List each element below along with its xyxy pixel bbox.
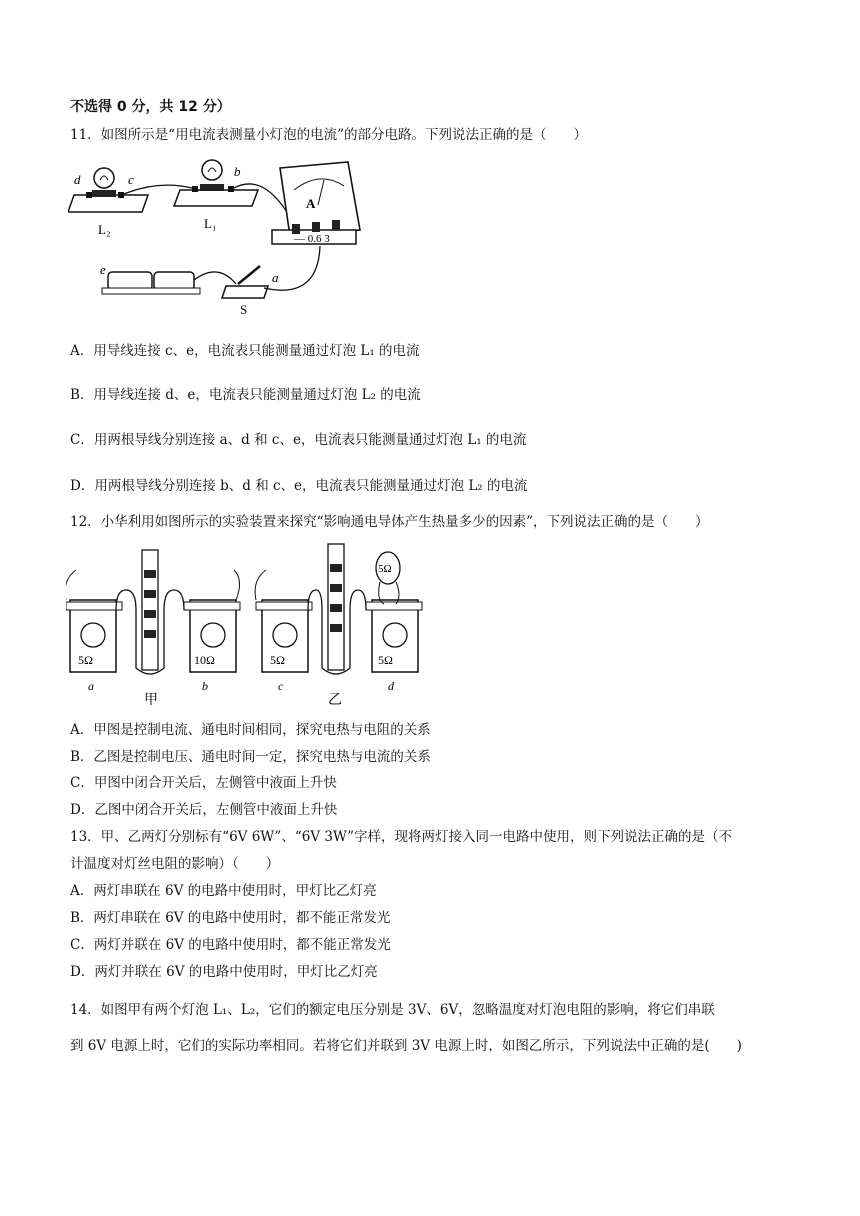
question-14-stem-line1: 14．如图甲有两个灯泡 L₁、L₂，它们的额定电压分别是 3V、6V，忽略温度对灯泡电阻的影响，将它们串联 — [70, 1002, 715, 1018]
q11-option-b: B．用导线连接 d、e，电流表只能测量通过灯泡 L₂ 的电流 — [70, 387, 421, 403]
q11-label-b: b — [234, 164, 241, 179]
q12-apparatus-figure — [66, 540, 426, 710]
q12-label-c: c — [278, 679, 284, 693]
q11-option-a: A．用导线连接 c、e，电流表只能测量通过灯泡 L₁ 的电流 — [70, 343, 420, 359]
q12-option-b: B．乙图是控制电压、通电时间一定，探究电热与电流的关系 — [70, 749, 431, 765]
section-header: 不选得 0 分，共 12 分） — [70, 99, 231, 115]
q11-circuit-figure — [68, 150, 368, 320]
q11-label-a: a — [272, 270, 279, 285]
q12-resistor-top: 5Ω — [378, 563, 392, 575]
q13-option-d: D．两灯并联在 6V 的电路中使用时，甲灯比乙灯亮 — [70, 964, 378, 980]
q13-option-c: C．两灯并联在 6V 的电路中使用时，都不能正常发光 — [70, 937, 391, 953]
q12-resistor-a: 5Ω — [78, 653, 93, 667]
q12-resistor-c: 5Ω — [270, 653, 285, 667]
q11-label-L2: L₂ — [98, 222, 111, 237]
q12-option-c: C．甲图中闭合开关后，左侧管中液面上升快 — [70, 775, 337, 791]
question-13-stem-line2: 计温度对灯丝电阻的影响）（ ） — [70, 856, 280, 872]
q11-label-S: S — [240, 302, 248, 317]
question-12-stem: 12．小华利用如图所示的实验装置来探究“影响通电导体产生热量多少的因素”，下列说法正确的是（ ） — [70, 514, 709, 530]
q12-label-a: a — [88, 679, 94, 693]
q11-label-ammeter: A — [306, 196, 316, 211]
q12-label-yi: 乙 — [328, 693, 342, 708]
question-13-stem-line1: 13．甲、乙两灯分别标有“6V 6W”、“6V 3W”字样，现将两灯接入同一电路中使用，则下列说法正确的是（不 — [70, 829, 732, 845]
q12-resistor-d: 5Ω — [378, 653, 393, 667]
q12-label-jia: 甲 — [144, 693, 158, 708]
q12-option-a: A．甲图是控制电流、通电时间相同，探究电热与电阻的关系 — [70, 722, 431, 738]
q12-label-d: d — [388, 679, 394, 693]
q12-apparatus-svg — [66, 540, 426, 710]
q12-resistor-b: 10Ω — [194, 653, 215, 667]
question-14-stem-line2: 到 6V 电源上时，它们的实际功率相同。若将它们并联到 3V 电源上时，如图乙所示，下列说法中正确的是( ) — [70, 1038, 742, 1054]
q11-label-scale: — 0.6 3 — [294, 233, 330, 245]
q11-label-c: c — [128, 172, 134, 187]
q11-option-d: D．用两根导线分别连接 b、d 和 c、e，电流表只能测量通过灯泡 L₂ 的电流 — [70, 478, 528, 494]
q13-option-a: A．两灯串联在 6V 的电路中使用时，甲灯比乙灯亮 — [70, 883, 377, 899]
q13-option-b: B．两灯串联在 6V 的电路中使用时，都不能正常发光 — [70, 910, 391, 926]
q11-label-L1: L₁ — [204, 216, 217, 231]
q11-label-d: d — [74, 172, 81, 187]
q12-option-d: D．乙图中闭合开关后，左侧管中液面上升快 — [70, 802, 338, 818]
q12-label-b: b — [202, 679, 208, 693]
q11-circuit-svg — [68, 150, 368, 320]
q11-option-c: C．用两根导线分别连接 a、d 和 c、e，电流表只能测量通过灯泡 L₁ 的电流 — [70, 432, 527, 448]
question-11-stem: 11．如图所示是“用电流表测量小灯泡的电流”的部分电路。下列说法正确的是（ ） — [70, 127, 587, 143]
q11-label-e: e — [100, 262, 106, 277]
